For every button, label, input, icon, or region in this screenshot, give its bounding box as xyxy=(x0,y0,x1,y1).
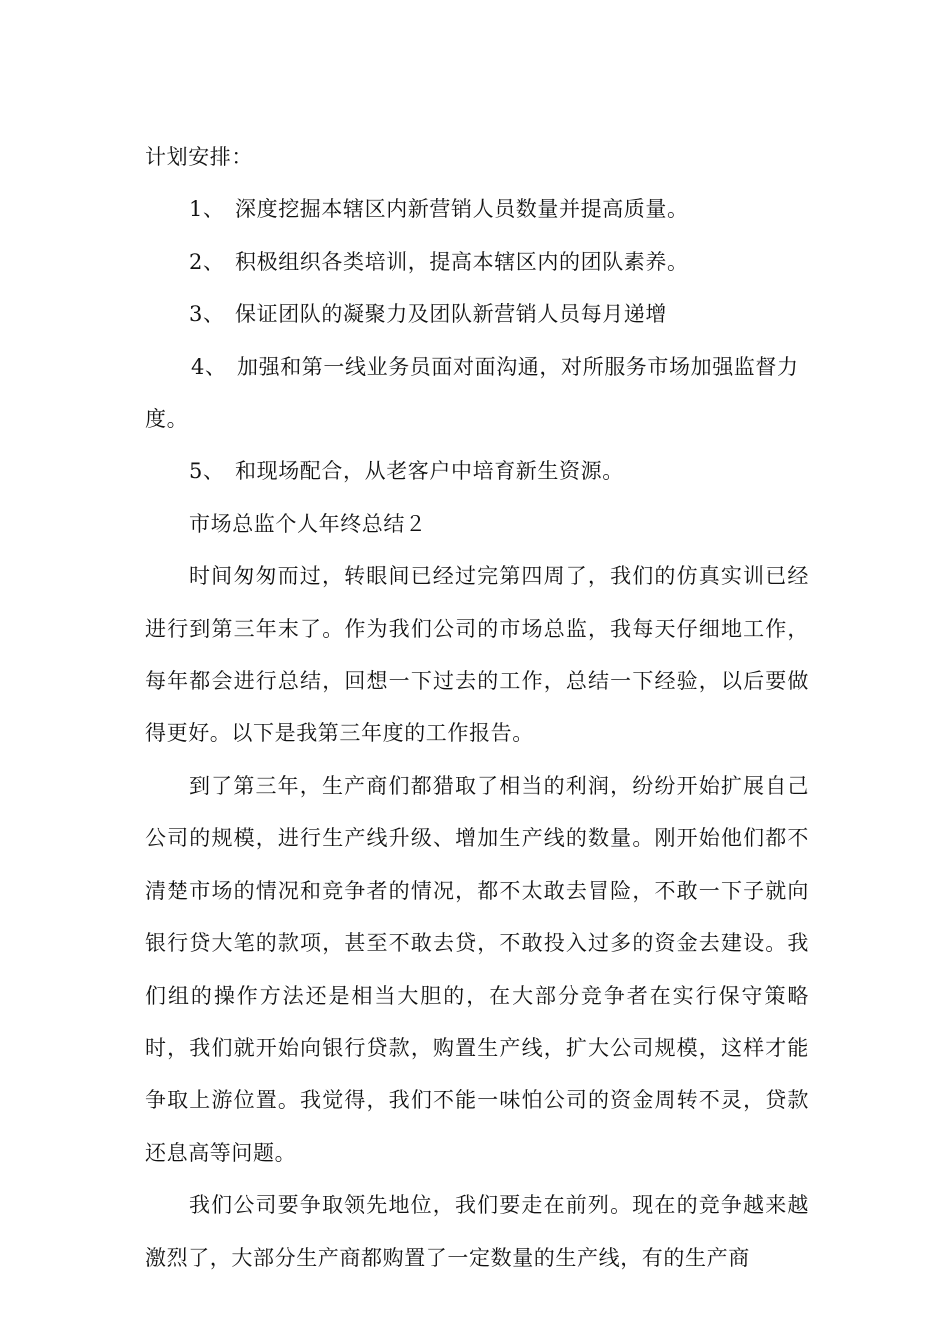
plan-item-3 xyxy=(145,288,809,340)
paragraph-2: 到了第三年，生产商们都猎取了相当的利润，纷纷开始扩展自己公司的规模，进行生产线升级、增加生产线的数量。刚开始他们都不清楚市场的情况和竞争者的情况，都不太敢去冒险，不敢一下子就向银行贷大笔的款项，甚至不敢去贷，不敢投入过多的资金去建设。我们组的操作方法还是相当大胆的，在大部分竞争者在实行保守策略时，我们就开始向银行贷款，购置生产线，扩大公司规模，这样才能争取上游位置。我觉得，我们不能一味怕公司的资金周转不灵，贷款还息高等问题。 xyxy=(145,773,809,1165)
plan-item-text: 加强和第一线业务员面对面沟通，对所服务市场加强监督力度。 xyxy=(145,354,799,432)
plan-item-number: 4、 xyxy=(191,354,227,379)
plan-heading: 计划安排： xyxy=(145,145,253,169)
plan-item-number: 2、 xyxy=(189,249,225,274)
plan-item-5 xyxy=(145,445,809,497)
paragraph-1: 时间匆匆而过，转眼间已经过完第四周了，我们的仿真实训已经进行到第三年末了。作为我们公司的市场总监，我每天仔细地工作，每年都会进行总结，回想一下过去的工作，总结一下经验，以后要做得更好。以下是我第三年度的工作报告。 xyxy=(145,564,809,746)
plan-item-text: 积极组织各类培训，提高本辖区内的团队素养。 xyxy=(235,249,689,274)
plan-item-text: 和现场配合，从老客户中培育新生资源。 xyxy=(235,459,624,484)
paragraph-3: 我们公司要争取领先地位，我们要走在前列。现在的竞争越来越激烈了，大部分生产商都购置了一定数量的生产线，有的生产商 xyxy=(145,1193,809,1270)
section-title: 市场总监个人年终总结２ xyxy=(189,511,427,536)
plan-item-number: 1、 xyxy=(189,197,225,222)
document-body xyxy=(145,131,809,1284)
plan-item-2 xyxy=(145,236,809,288)
plan-item-1 xyxy=(145,183,809,235)
plan-item-number: 3、 xyxy=(189,302,225,327)
plan-item-number: 5、 xyxy=(189,459,225,484)
plan-item-text: 深度挖掘本辖区内新营销人员数量并提高质量。 xyxy=(235,197,689,222)
plan-item-4 xyxy=(145,341,809,446)
plan-item-text: 保证团队的凝聚力及团队新营销人员每月递增 xyxy=(235,302,667,327)
